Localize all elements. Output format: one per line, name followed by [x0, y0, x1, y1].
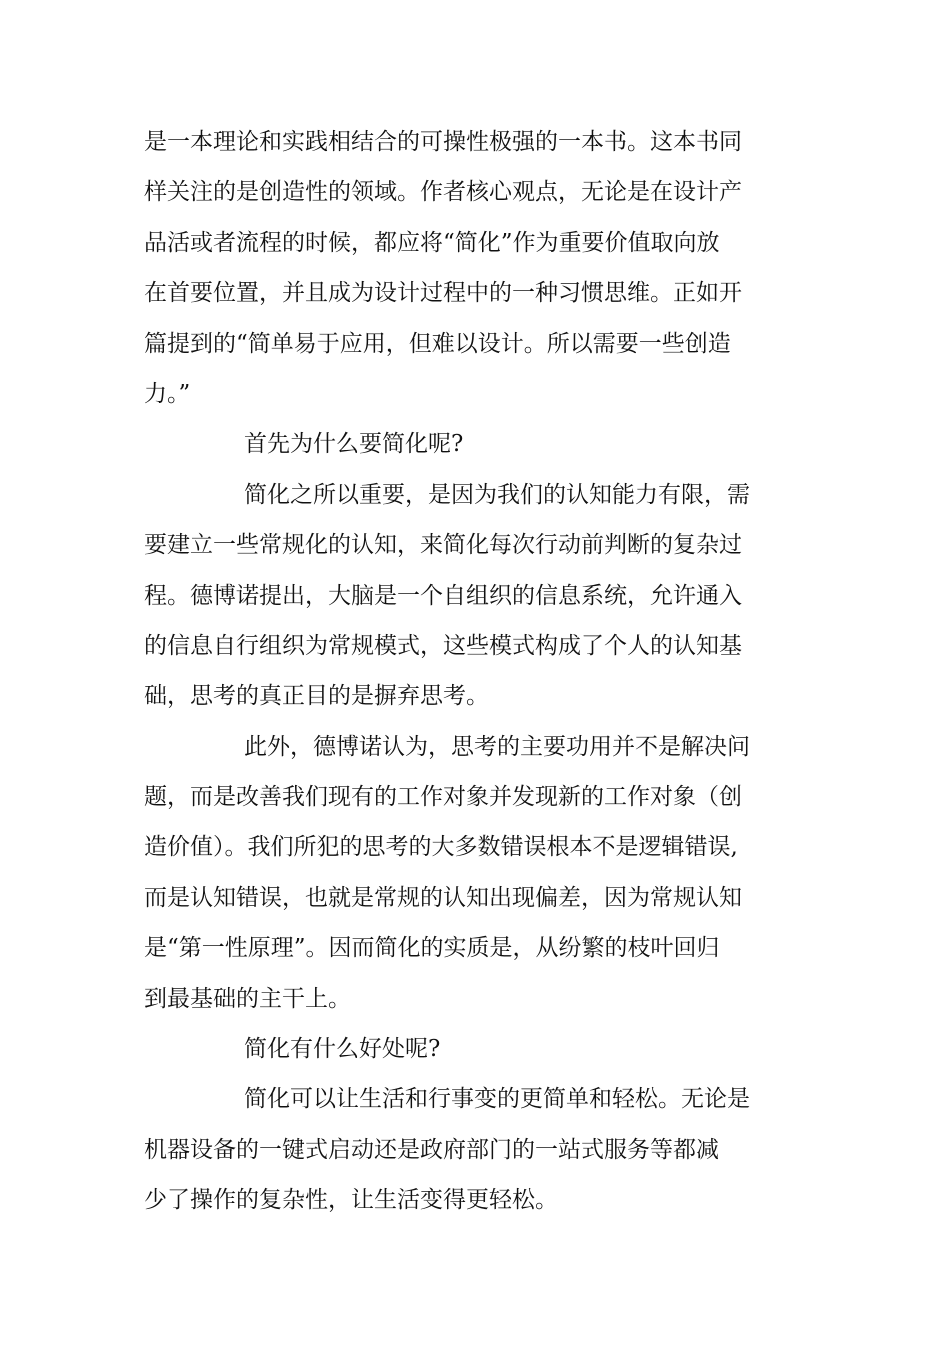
text-line: 是一本理论和实践相结合的可操性极强的一本书。这本书同 — [144, 129, 742, 155]
text-line: 础，思考的真正目的是摒弃思考。 — [144, 683, 489, 710]
text-line: 要建立一些常规化的认知，来简化每次行动前判断的复杂过 — [144, 532, 742, 559]
text-line: 力。” — [144, 380, 191, 407]
text-line: 到最基础的主干上。 — [144, 985, 351, 1012]
text-line: 简化有什么好处呢? — [244, 1036, 441, 1063]
paragraph-thinking-function — [144, 722, 764, 1024]
text-line: 样关注的是创造性的领域。作者核心观点，无论是在设计产 — [144, 179, 742, 206]
text-line: 的信息自行组织为常规模式，这些模式构成了个人的认知基 — [144, 632, 742, 659]
paragraph-book-intro — [144, 117, 764, 419]
text-line: 而是认知错误，也就是常规的认知出现偏差，因为常规认知 — [144, 884, 742, 911]
text-line: 少了操作的复杂性，让生活变得更轻松。 — [144, 1187, 558, 1214]
document-body — [144, 117, 764, 1226]
heading-benefits — [144, 1024, 764, 1074]
text-line: 是“第一性原理”。因而简化的实质是，从纷繁的枝叶回归 — [144, 935, 720, 962]
paragraph-cognition — [144, 470, 764, 722]
text-line: 简化可以让生活和行事变的更简单和轻松。无论是 — [244, 1086, 750, 1113]
paragraph-benefits — [144, 1074, 764, 1225]
text-line: 篇提到的“简单易于应用，但难以设计。所以需要一些创造 — [144, 330, 731, 357]
heading-why-simplify — [144, 419, 764, 469]
text-line: 机器设备的一键式启动还是政府部门的一站式服务等都减 — [144, 1136, 719, 1163]
text-line: 在首要位置，并且成为设计过程中的一种习惯思维。正如开 — [144, 280, 742, 307]
text-line: 品活或者流程的时候，都应将“简化”作为重要价值取向放 — [144, 229, 720, 256]
text-line: 此外，德博诺认为，思考的主要功用并不是解决问 — [244, 733, 750, 760]
text-line: 首先为什么要简化呢? — [244, 431, 464, 458]
text-line: 题，而是改善我们现有的工作对象并发现新的工作对象（创 — [144, 784, 742, 811]
text-line: 程。德博诺提出，大脑是一个自组织的信息系统，允许通入 — [144, 582, 742, 609]
text-line: 造价值）。我们所犯的思考的大多数错误根本不是逻辑错误, — [144, 834, 738, 861]
text-line: 简化之所以重要，是因为我们的认知能力有限，需 — [244, 481, 750, 508]
